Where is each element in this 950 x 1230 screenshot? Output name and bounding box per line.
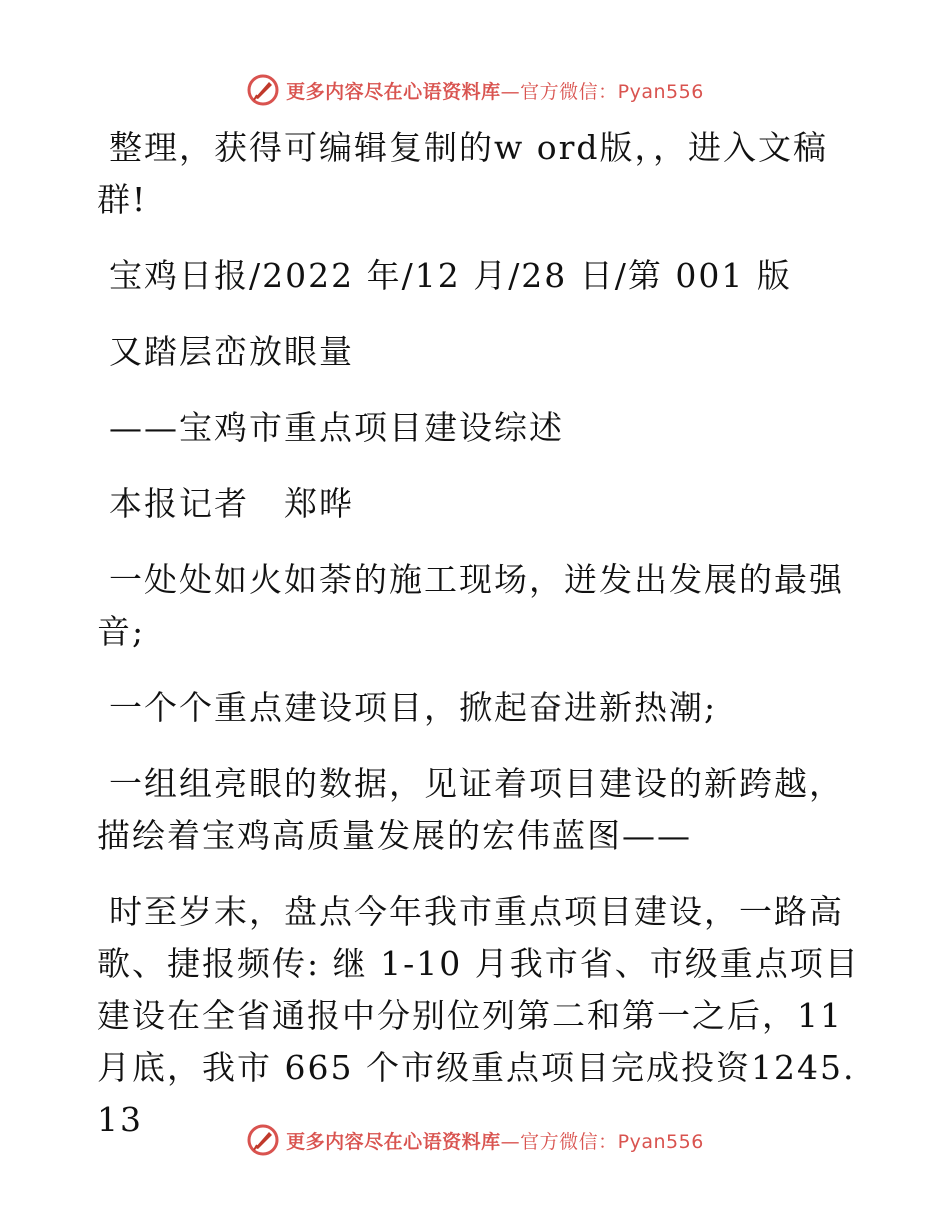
quill-logo-icon — [246, 73, 280, 107]
paragraph: 时至岁末，盘点今年我市重点项目建设，一路高 歌、捷报频传: 继 1-10 月我市省、市级重点项目 建设在全省通报中分别位列第二和第一之后，11 月底，我市 665 个市级重点项目完成投资1245.13 — [97, 892, 860, 1139]
article-subtitle: ——宝鸡市重点项目建设综述 — [109, 408, 564, 447]
paragraph-intro: 整理，获得可编辑复制的w ord版，，进入文稿 群! — [97, 128, 829, 219]
paragraph: 一个个重点建设项目，掀起奋进新热潮; — [109, 688, 718, 727]
paragraph-source: 宝鸡日报/2022 年/12 月/28 日/第 001 版 — [109, 256, 792, 295]
paragraph: 一组组亮眼的数据，见证着项目建设的新跨越， 描绘着宝鸡高质量发展的宏伟蓝图—— — [97, 764, 844, 855]
header-banner — [0, 70, 950, 110]
footer-banner — [0, 1120, 950, 1160]
byline: 本报记者 郑晔 — [109, 484, 354, 523]
quill-logo-icon — [246, 1123, 280, 1157]
banner-text: 更多内容尽在心语资料库—官方微信：Pyan556 — [286, 1130, 704, 1153]
article-title: 又踏层峦放眼量 — [109, 332, 354, 371]
paragraph: 一处处如火如荼的施工现场，迸发出发展的最强 音; — [97, 560, 844, 651]
document-body — [97, 122, 867, 1170]
banner-text: 更多内容尽在心语资料库—官方微信：Pyan556 — [286, 80, 704, 103]
